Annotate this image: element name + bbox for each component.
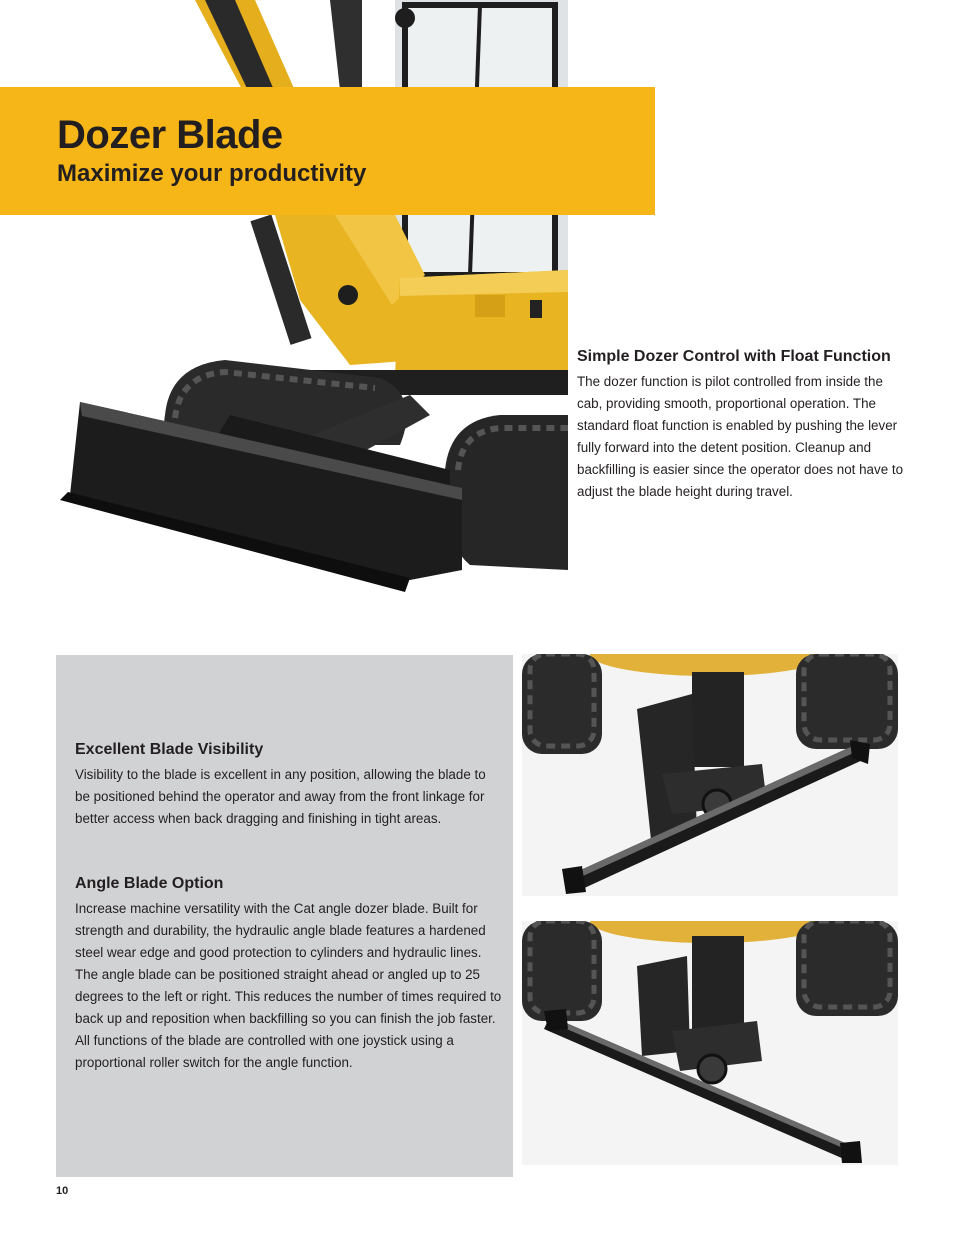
float-function-section [577,347,907,503]
angle-blade-body: Increase machine versatility with the Cat angle dozer blade. Built for strength and durability, the hydraulic angle blade features a hardened steel wear edge and good protection to cylinders and hydraulic lines. The angle blade can be positioned straight ahead or angled up to 25 degrees to the left or right. This reduces the number of times required to back up and reposition when backfilling so you can finish the job faster. All functions of the blade are controlled with one joystick using a proportional roller switch for the angle function. [75,901,502,1070]
angle-blade-left-photo [522,921,898,1165]
blade-visibility-body: Visibility to the blade is excellent in any position, allowing the blade to be positioned behind the operator and away from the front linkage for better access when back dragging and finishing in tight areas. [75,767,486,826]
blade-visibility-section [75,740,500,830]
angle-blade-section [75,874,505,1074]
angle-blade-heading: Angle Blade Option [75,875,224,892]
blade-visibility-heading: Excellent Blade Visibility [75,741,264,758]
page-title: Dozer Blade [57,113,283,157]
float-function-body: The dozer function is pilot controlled from inside the cab, providing smooth, proportional operation. The standard float function is enabled by pushing the lever fully forward into the detent position. Cleanup and backfilling is easier since the operator does not have to adjust the blade height during travel. [577,374,904,499]
page-number: 10 [56,1185,69,1197]
page-subtitle: Maximize your productivity [57,160,367,187]
float-function-heading: Simple Dozer Control with Float Function [577,348,891,365]
angle-blade-right-photo [522,654,898,896]
